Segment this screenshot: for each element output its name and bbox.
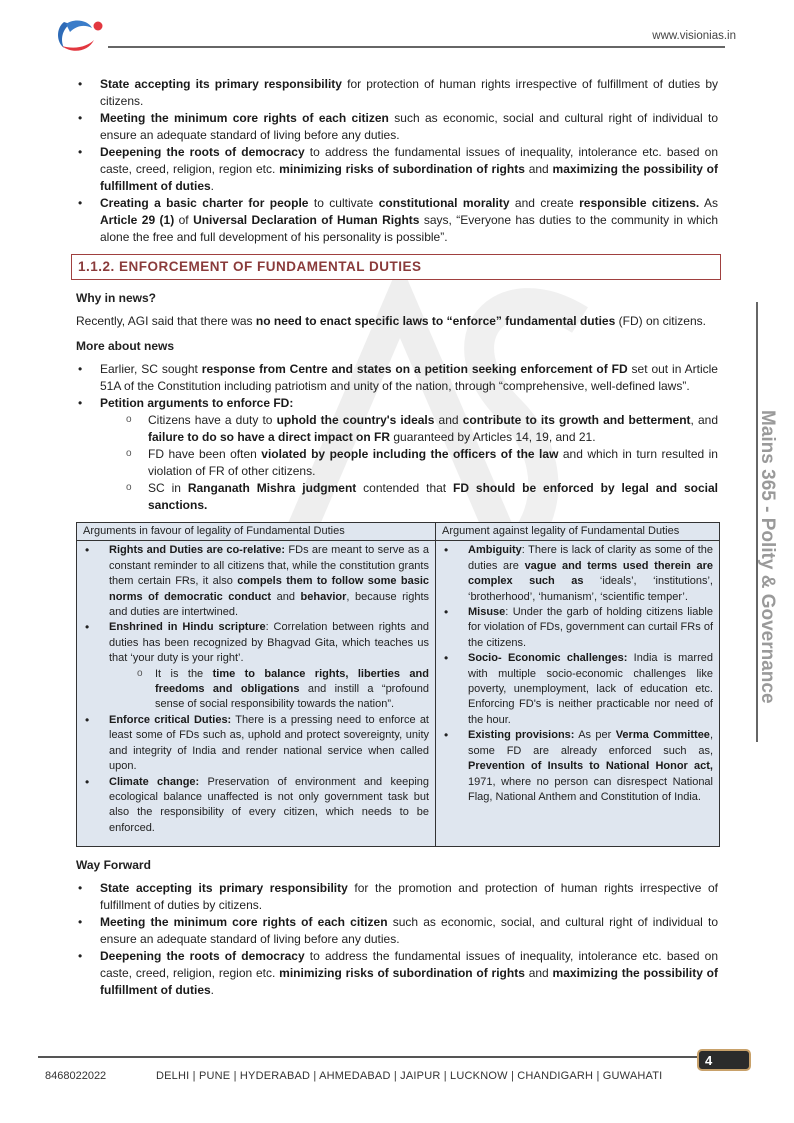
list-item: o FD have been often violated by people including the officers of the law and which in turn resulted in violation of FR of other citizens. [124,446,718,480]
against-cell [436,541,720,847]
list-item: • Enshrined in Hindu scripture: Correlation between rights and duties has been recognized by Bhagvad Gita, which teaches us that ‘your duty is your right’. o It is the time to balance rights, liberties and freedoms and obligations and instill a “profound sense of social responsibility towards the nation”. [83,620,429,712]
footer-phone: 8468022022 [45,1070,107,1082]
list-item: • State accepting its primary responsibility for protection of human rights irrespective of fulfillment of duties by citizens. [76,76,718,110]
column-header-favour: Arguments in favour of legality of Fundamental Duties [77,523,436,541]
column-header-against: Argument against legality of Fundamental Duties [436,523,720,541]
page-number: 4 [697,1049,751,1071]
footer-cities: DELHI | PUNE | HYDERABAD | AHMEDABAD | JAIPUR | LUCKNOW | CHANDIGARH | GUWAHATI [156,1070,663,1082]
list-item: • Rights and Duties are co-relative: FDs are meant to serve as a constant reminder to all citizens that, while the constitution grants them certain FRs, it also compels them to follow some basic norms of democratic conduct and behavior, because rights and duties are intertwined. [83,543,429,620]
arguments-table [76,522,720,847]
header-divider [108,46,725,48]
list-item: • Existing provisions: As per Verma Committee, some FD are already enforced such as, Prevention of Insults to National Honor act, 1971, where no person can disrespect National Flag, National Anthem and Constitution of India. [442,728,713,805]
list-item: • Deepening the roots of democracy to address the fundamental issues of inequality, intolerance etc. based on caste, creed, religion, region etc. minimizing risks of subordination of rights and maximizing the possibility of fulfillment of duties. [76,144,718,195]
visionias-logo-icon [54,18,106,54]
page-content [76,76,718,999]
list-item: • Climate change: Preservation of environment and keeping ecological balance unaffected is not only government task but also the responsibility of every citizen, which needs to be enforced. [83,775,429,837]
list-item: • Petition arguments to enforce FD: o Citizens have a duty to uphold the country's ideals and contribute to its growth and betterment, and failure to do so have a direct impact on FR guaranteed by Articles 14, 19, and 21. o FD have been often violated by people including the officers of the law and which in turn resulted in violation of FR of other citizens. o SC in Ranganath Mishra judgment contended that FD should be enforced by legal and social sanctions. [76,395,718,514]
why-in-news-text: Recently, AGI said that there was no need to enact specific laws to “enforce” fundamental duties (FD) on citizens. [76,314,706,328]
list-item: • Enforce critical Duties: There is a pressing need to enforce at least some of FDs such as, uphold and protect sovereignty, unity and integrity of India and render national service when called upon. [83,713,429,775]
list-item: • Deepening the roots of democracy to address the fundamental issues of inequality, intolerance etc. based on caste, creed, religion, region etc. minimizing risks of subordination of rights and maximizing the possibility of fulfillment of duties. [76,948,718,999]
more-about-news-list [76,361,718,514]
section-heading: 1.1.2. ENFORCEMENT OF FUNDAMENTAL DUTIES [71,254,721,280]
petition-arguments-list [100,412,718,514]
more-about-news-heading: More about news [76,339,175,353]
list-item: o Citizens have a duty to uphold the country's ideals and contribute to its growth and betterment, and failure to do so have a direct impact on FR guaranteed by Articles 14, 19, and 21. [124,412,718,446]
intro-bullets [76,76,718,246]
footer-divider [38,1056,698,1058]
why-in-news-heading: Why in news? [76,291,157,305]
favour-cell [77,541,436,847]
list-item: • Ambiguity: There is lack of clarity as some of the duties are vague and terms used therein are complex such as ‘ideals’, ‘institutions’, ‘brotherhood’, ‘humanism’, ‘scientific temper’. [442,543,713,605]
list-item: • Meeting the minimum core rights of each citizen such as economic, social, and cultural right of individual to ensure an adequate standard of living before any duties. [76,914,718,948]
list-item: • Misuse: Under the garb of holding citizens liable for violation of FDs, government can curtail FRs of the citizens. [442,605,713,651]
list-item: o It is the time to balance rights, liberties and freedoms and obligations and instill a “profound sense of social responsibility towards the nation”. [135,667,429,713]
side-title: Mains 365 - Polity & Governance [757,410,778,704]
site-url[interactable]: www.visionias.in [652,30,736,42]
list-item: • Meeting the minimum core rights of each citizen such as economic, social and cultural right of individual to ensure an adequate standard of living before any duties. [76,110,718,144]
list-item: o SC in Ranganath Mishra judgment contended that FD should be enforced by legal and social sanctions. [124,480,718,514]
list-item: • State accepting its primary responsibility for the promotion and protection of human rights irrespective of fulfillment of duties by citizens. [76,880,718,914]
list-item: • Earlier, SC sought response from Centre and states on a petition seeking enforcement of FD set out in Article 51A of the Constitution including patriotism and unity of the nation, through “comprehensive, well-defined laws”. [76,361,718,395]
list-item: • Socio- Economic challenges: India is marred with multiple socio-economic challenges like poverty, unemployment, lack of education etc. Enforcing FD's is neither practicable nor need of the hour. [442,651,713,728]
way-forward-heading: Way Forward [76,858,151,873]
list-item: • Creating a basic charter for people to cultivate constitutional morality and create responsible citizens. As Article 29 (1) of Universal Declaration of Human Rights says, “Everyone has duties to the community in which alone the free and full development of his personality is possible”. [76,195,718,246]
way-forward-list [76,880,718,999]
